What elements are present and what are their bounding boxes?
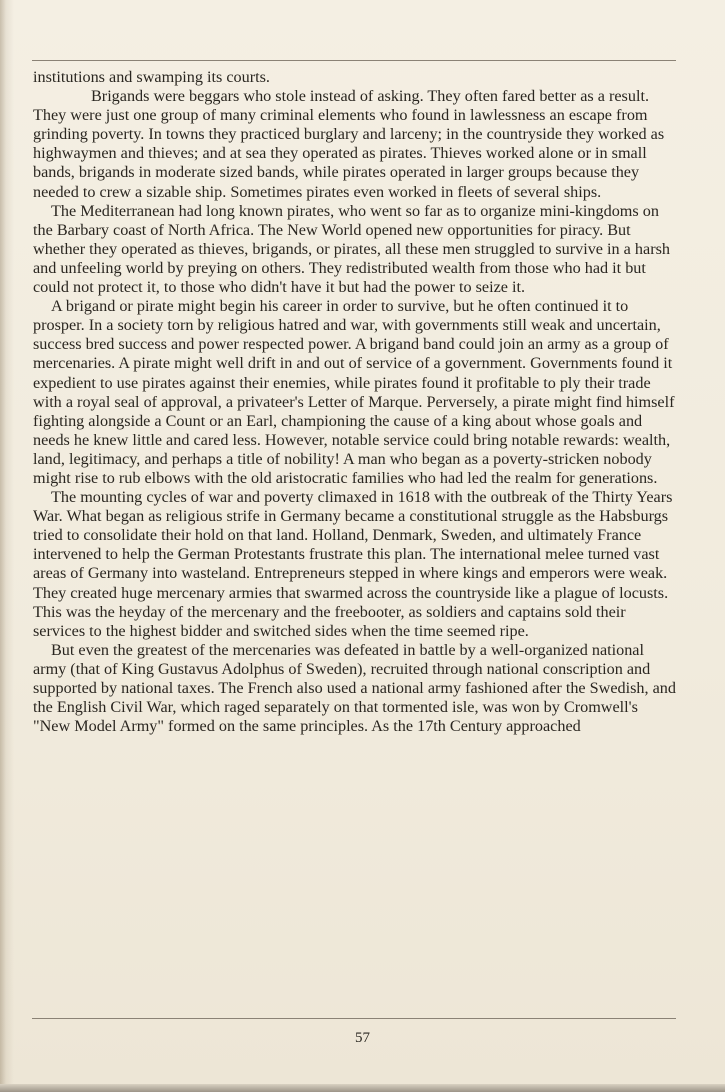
page-bottom-edge	[0, 1084, 725, 1092]
top-rule	[32, 60, 676, 61]
paragraph-career: A brigand or pirate might begin his career in order to survive, but he often continued it to prosper. In a society torn by religious hatred and war, with governments still weak and uncertain, success bred success and power respected power. A brigand band could join an army as a group of mercenaries. A pirate might well drift in and out of service of a government. Governments found it expedient to use pirates against their enemies, while pirates found it profitable to ply their trade with a royal seal of approval, a privateer's Letter of Marque. Perversely, a pirate might find himself fighting alongside a Count or an Earl, championing the cause of a king about whose goals and needs he knew little and cared less. However, notable service could bring notable rewards: wealth, land, legitimacy, and perhaps a title of nobility! A man who began as a poverty-stricken nobody might rise to rub elbows with the old aristocratic families who had led the realm for generations.	[33, 297, 675, 487]
bottom-rule	[32, 1018, 676, 1019]
paragraph-thirty-years-war: The mounting cycles of war and poverty climaxed in 1618 with the outbreak of the Thirty Years War. What began as religious strife in Germany became a constitutional struggle as the Habsburgs tried to consolidate their hold on that land. Holland, Denmark, Sweden, and ultimately France intervened to help the German Protestants frustrate this plan. The international melee turned vast areas of Germany into wasteland. Entrepreneurs stepped in where kings and emperors were weak. They created huge mercenary armies that swarmed across the countryside like a plague of locusts. This was the heyday of the mercenary and the freebooter, as soldiers and captains sold their services to the highest bidder and switched sides when the time seemed ripe.	[33, 488, 673, 640]
paragraph-brigands: Brigands were beggars who stole instead of asking. They often fared better as a result. They were just one group of many criminal elements who found in lawlessness an escape from grinding poverty. In towns they practiced burglary and larceny; in the countryside they worked as highwaymen and thieves; and at sea they operated as pirates. Thieves worked alone or in small bands, brigands in moderate sized bands, while pirates operated in larger groups because they needed to crew a sizable ship. Sometimes pirates even worked in fleets of several ships.	[33, 87, 665, 201]
paragraph-continuation: institutions and swamping its courts.	[33, 68, 270, 86]
page-number: 57	[355, 1030, 370, 1046]
paragraph-national-army: But even the greatest of the mercenaries was defeated in battle by a well-organized national army (that of King Gustavus Adolphus of Sweden), recruited through national conscription and supported by national taxes. The French also used a national army fashioned after the Swedish, and the English Civil War, which raged separately on that tormented isle, was won by Cromwell's "New Model Army" formed on the same principles. As the 17th Century approached	[33, 640, 676, 736]
body-text	[33, 68, 678, 736]
paragraph-mediterranean: The Mediterranean had long known pirates, who went so far as to organize mini-kingdoms on the Barbary coast of North Africa. The New World opened new opportunities for piracy. But whether they operated as thieves, brigands, or pirates, all these men struggled to survive in a harsh and unfeeling world by preying on others. They redistributed wealth from those who had it but could not protect it, to those who didn't have it but had the power to seize it.	[33, 201, 670, 297]
